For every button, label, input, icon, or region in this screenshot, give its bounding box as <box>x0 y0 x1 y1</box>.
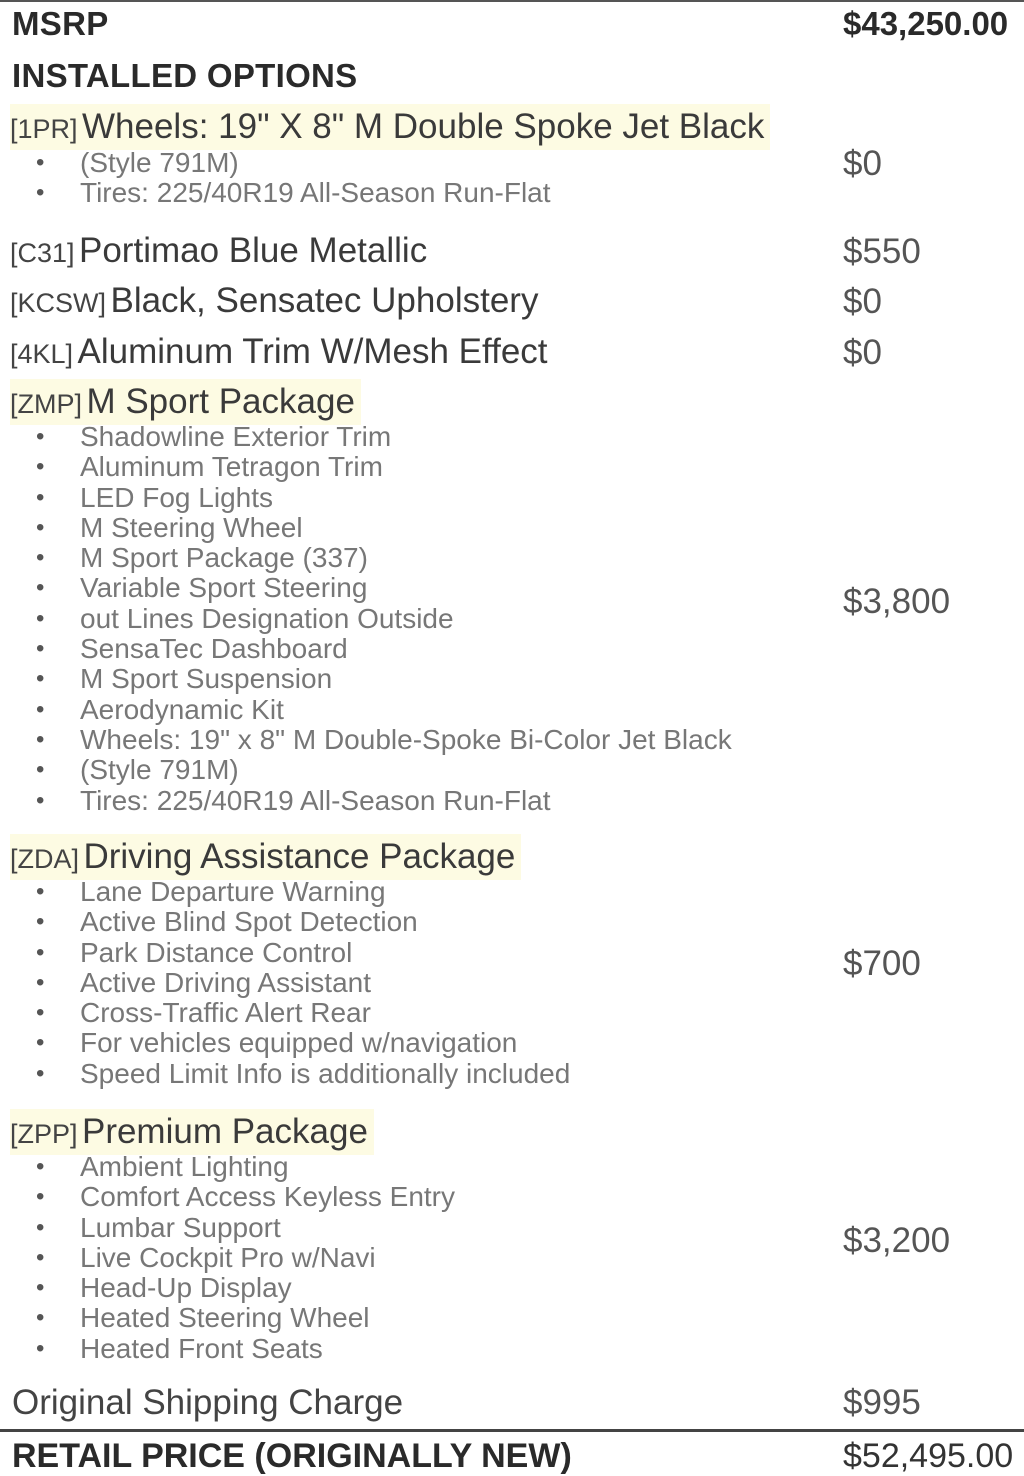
option-name: Black, Sensatec Upholstery <box>110 281 539 320</box>
option-name: Wheels: 19" X 8" M Double Spoke Jet Black <box>81 107 765 146</box>
option-title <box>10 278 544 324</box>
option-price: $3,200 <box>843 1221 951 1260</box>
retail-price: $52,495.00 <box>843 1437 1014 1475</box>
option-name: Driving Assistance Package <box>83 837 516 876</box>
option-code: [ZDA] <box>10 844 80 874</box>
option-code: [1PR] <box>10 114 78 144</box>
option-name: Aluminum Trim W/Mesh Effect <box>77 332 548 371</box>
list-item: • Aerodynamic Kit <box>36 695 732 725</box>
list-item: • Active Blind Spot Detection <box>36 907 570 937</box>
list-item: • LED Fog Lights <box>36 483 732 513</box>
option-title <box>10 1109 374 1155</box>
msrp-price: $43,250.00 <box>843 5 1009 42</box>
list-item: • Aluminum Tetragon Trim <box>36 452 732 482</box>
top-divider <box>0 0 1024 2</box>
list-item: • For vehicles equipped w/navigation <box>36 1028 570 1058</box>
list-item: • M Sport Package (337) <box>36 543 732 573</box>
shipping-label: Original Shipping Charge <box>12 1383 404 1422</box>
feature-list <box>36 422 732 816</box>
list-item: • Tires: 225/40R19 All-Season Run-Flat <box>36 786 732 816</box>
msrp-label: MSRP <box>12 5 109 42</box>
installed-options-heading: INSTALLED OPTIONS <box>12 57 358 94</box>
list-item: • SensaTec Dashboard <box>36 634 732 664</box>
option-title <box>10 104 770 150</box>
list-item: • Cross-Traffic Alert Rear <box>36 998 570 1028</box>
list-item: • Speed Limit Info is additionally included <box>36 1059 570 1089</box>
list-item: • Tires: 225/40R19 All-Season Run-Flat <box>36 178 551 208</box>
option-code: [4KL] <box>10 339 74 369</box>
list-item: • Live Cockpit Pro w/Navi <box>36 1243 455 1273</box>
option-price: $0 <box>843 282 882 321</box>
option-title <box>10 834 521 880</box>
list-item: • Active Driving Assistant <box>36 968 570 998</box>
feature-list <box>36 877 570 1089</box>
option-code: [C31] <box>10 238 75 268</box>
feature-list <box>36 1152 455 1364</box>
list-item: • Ambient Lighting <box>36 1152 455 1182</box>
list-item: • Wheels: 19" x 8" M Double-Spoke Bi-Color Jet Black <box>36 725 732 755</box>
option-name: M Sport Package <box>86 382 355 421</box>
list-item: • Variable Sport Steering <box>36 573 732 603</box>
list-item: • Comfort Access Keyless Entry <box>36 1182 455 1212</box>
option-price: $0 <box>843 333 882 372</box>
option-title <box>10 329 554 375</box>
list-item: • M Steering Wheel <box>36 513 732 543</box>
option-price: $700 <box>843 944 921 983</box>
option-title <box>10 228 433 274</box>
option-name: Premium Package <box>81 1112 368 1151</box>
option-code: [KCSW] <box>10 288 107 318</box>
option-name: Portimao Blue Metallic <box>79 231 428 270</box>
list-item: • Heated Steering Wheel <box>36 1303 455 1333</box>
list-item: • (Style 791M) <box>36 148 551 178</box>
option-price: $3,800 <box>843 582 951 621</box>
list-item: • Lane Departure Warning <box>36 877 570 907</box>
feature-list <box>36 148 551 209</box>
total-divider <box>0 1429 1024 1432</box>
option-price: $550 <box>843 232 921 271</box>
list-item: • (Style 791M) <box>36 755 732 785</box>
list-item: • Heated Front Seats <box>36 1334 455 1364</box>
option-title <box>10 379 361 425</box>
retail-label: RETAIL PRICE (ORIGINALLY NEW) <box>12 1437 572 1475</box>
list-item: • Head-Up Display <box>36 1273 455 1303</box>
option-code: [ZMP] <box>10 389 82 419</box>
option-price: $0 <box>843 144 882 183</box>
option-code: [ZPP] <box>10 1119 78 1149</box>
list-item: • Shadowline Exterior Trim <box>36 422 732 452</box>
list-item: • Park Distance Control <box>36 938 570 968</box>
list-item: • out Lines Designation Outside <box>36 604 732 634</box>
list-item: • M Sport Suspension <box>36 664 732 694</box>
shipping-price: $995 <box>843 1383 921 1422</box>
list-item: • Lumbar Support <box>36 1213 455 1243</box>
